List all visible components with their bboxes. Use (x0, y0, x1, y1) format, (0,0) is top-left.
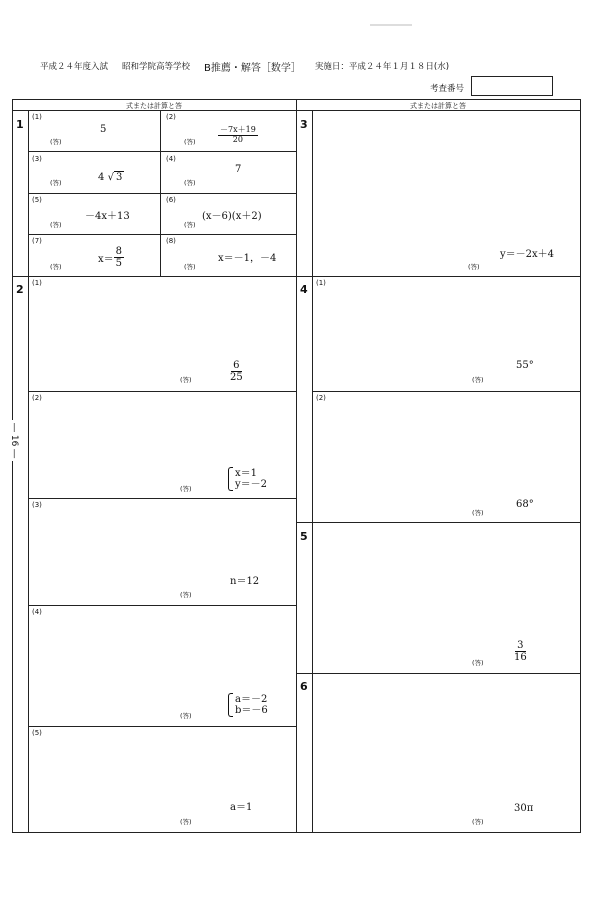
q1-answer-3 (98, 172, 124, 183)
exam-number-box[interactable] (471, 76, 553, 96)
q5-answer-mark: (答) (472, 659, 484, 667)
q2-answer-mark-4: (答) (180, 712, 192, 720)
q1-answer-mark-7: (答) (50, 263, 62, 271)
sheet-title: B推薦・解答［数学］ (204, 62, 301, 74)
q3-answer: y＝－2x＋4 (500, 249, 555, 260)
q4-sub-label-1: (1) (316, 279, 326, 287)
q4-answer-mark-2: (答) (472, 509, 484, 517)
q2-answer-mark-2: (答) (180, 485, 192, 493)
q1-sub-label-2: (2) (166, 113, 176, 121)
q1-sub-label-1: (1) (32, 113, 42, 121)
exam-date: 実施日：平成２４年１月１８日(水) (314, 62, 450, 72)
center-divider (296, 99, 297, 833)
q6-answer: 30π (514, 803, 534, 814)
q1-answer-2 (218, 126, 258, 145)
q4-answer-1: 55° (516, 360, 534, 371)
question-number-3: 3 (300, 118, 308, 131)
q2-answer-mark-3: (答) (180, 591, 192, 599)
system-brace (228, 467, 233, 491)
q1-sub-label-3: (3) (32, 155, 42, 163)
exam-year: 平成２４年度入試 (40, 62, 109, 72)
q1-answer-6: (x－6)(x＋2) (202, 211, 262, 222)
q2-answer-4 (228, 693, 268, 717)
q1-answer-mark-6: (答) (184, 221, 196, 229)
q4-row-line (312, 391, 580, 392)
q1-row-line-3 (28, 234, 296, 235)
system-equations (235, 468, 267, 491)
fraction-numerator: 8 (115, 246, 123, 257)
q1-answer-mark-8: (答) (184, 263, 196, 271)
q2-row-line-3 (28, 605, 296, 606)
fraction-numerator: 6 (233, 360, 240, 371)
question-number-2: 2 (16, 283, 24, 296)
question-number-1: 1 (16, 118, 24, 131)
question-number-6: 6 (300, 680, 308, 693)
row-line-q1-q2 (12, 276, 580, 277)
fraction-numerator: 3 (517, 640, 524, 651)
q1-answer-mark-1: (答) (50, 138, 62, 146)
q1-answer-mark-3: (答) (50, 179, 62, 187)
sqrt-symbol: √ (107, 172, 114, 183)
q2-row-line-4 (28, 726, 296, 727)
q1-sub-label-4: (4) (166, 155, 176, 163)
q1-sub-label-5: (5) (32, 196, 42, 204)
q2-answer-2 (228, 467, 267, 491)
page-header (40, 58, 560, 74)
q1-answer-mark-4: (答) (184, 179, 196, 187)
q1-row-line-2 (28, 193, 296, 194)
q2-sub-label-1: (1) (32, 279, 42, 287)
fraction (218, 126, 258, 145)
q2-row-line-1 (28, 391, 296, 392)
q3-answer-mark: (答) (468, 263, 480, 271)
left-num-column (28, 110, 29, 833)
q2-sub-label-2: (2) (32, 394, 42, 402)
fraction-numerator: －7x＋19 (220, 125, 256, 134)
system-brace (228, 693, 233, 717)
q4-sub-label-2: (2) (316, 394, 326, 402)
q1-answer-8: x＝－1，－4 (218, 253, 277, 264)
frame-right (580, 99, 581, 833)
q1-answer-mark-2: (答) (184, 138, 196, 146)
equation-line: a＝－2 (235, 693, 268, 705)
q1-sub-label-7: (7) (32, 237, 42, 245)
exam-number-label: 考査番号 (430, 84, 465, 94)
question-number-4: 4 (300, 283, 308, 296)
q1-answer-4: 7 (235, 164, 242, 175)
fraction-denominator: 25 (230, 372, 243, 383)
page-number: ― 16 ― (9, 420, 19, 461)
q4-answer-mark-1: (答) (472, 376, 484, 384)
equation-lhs: x＝ (98, 254, 114, 265)
row-line-q4-q5 (296, 522, 580, 523)
fraction (514, 640, 527, 663)
fraction-denominator: 5 (115, 258, 123, 269)
radicand: 3 (115, 172, 123, 183)
q2-answer-mark-5: (答) (180, 818, 192, 826)
q1-answer-1: 5 (100, 124, 107, 135)
right-column-header: 式または計算と答 (410, 102, 466, 110)
coefficient: 4 (98, 172, 105, 183)
q1-answer-5: －4x＋13 (85, 211, 130, 222)
q2-answer-3: n＝12 (230, 576, 260, 587)
q2-sub-label-5: (5) (32, 729, 42, 737)
q2-answer-5: a＝1 (230, 802, 253, 813)
q1-answer-mark-5: (答) (50, 221, 62, 229)
q1-sub-label-8: (8) (166, 237, 176, 245)
q1-row-line-1 (28, 151, 296, 152)
fraction (230, 360, 243, 383)
frame-left (12, 99, 13, 833)
q6-answer-mark: (答) (472, 818, 484, 826)
fraction-denominator: 16 (514, 652, 527, 663)
right-num-column (312, 110, 313, 833)
equation-line: y＝－2 (235, 479, 268, 490)
q2-answer-mark-1: (答) (180, 376, 192, 384)
q2-row-line-2 (28, 498, 296, 499)
fraction (114, 246, 124, 269)
fraction-denominator: 20 (232, 134, 243, 144)
equation-line: b＝－6 (235, 705, 268, 716)
question-number-5: 5 (300, 530, 308, 543)
left-column-header: 式または計算と答 (126, 102, 182, 110)
q2-sub-label-3: (3) (32, 501, 42, 509)
q1-answer-7 (98, 246, 124, 269)
scan-artifact (370, 24, 412, 26)
q5-answer (514, 640, 527, 663)
row-line-q5-q6 (296, 673, 580, 674)
q4-answer-2: 68° (516, 499, 534, 510)
school-name: 昭和学院高等学校 (122, 62, 191, 72)
equation-line: x＝1 (235, 467, 258, 479)
q2-sub-label-4: (4) (32, 608, 42, 616)
q1-sub-label-6: (6) (166, 196, 176, 204)
q2-answer-1 (230, 360, 243, 383)
system-equations (235, 694, 268, 717)
